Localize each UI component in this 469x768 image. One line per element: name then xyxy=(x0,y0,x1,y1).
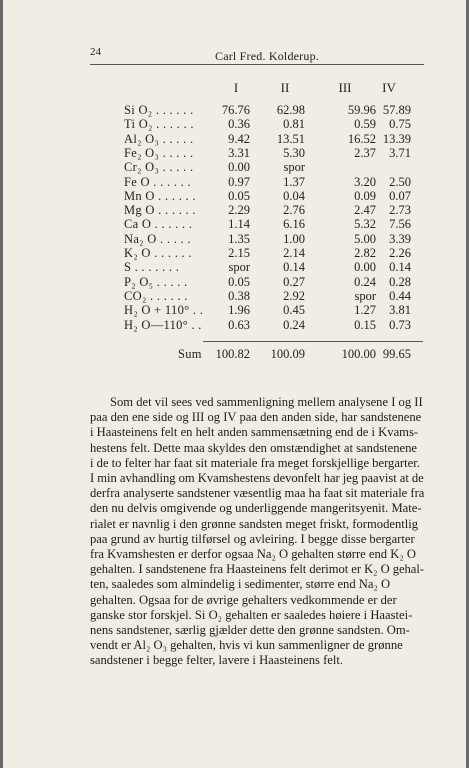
table-cell: 0.09 xyxy=(354,188,376,203)
row-label: Ca O . . . . . . xyxy=(124,217,193,232)
sum-cell: 100.82 xyxy=(215,347,250,361)
row-label: Cr₂ O₃ . . . . . xyxy=(124,160,194,175)
paragraph-line: Som det vil sees ved sammenligning mellem analysene I og II xyxy=(110,395,423,409)
table-cell: 0.07 xyxy=(389,188,411,203)
table-cell: 0.59 xyxy=(354,117,376,132)
row-label: P₂ O₅ . . . . . xyxy=(124,274,188,289)
table-cell: spor xyxy=(354,288,376,303)
table-cell: 62.98 xyxy=(276,103,305,117)
table-cell: 5.30 xyxy=(283,145,305,160)
table-cell: 2.14 xyxy=(283,246,305,260)
table-cell: 13.51 xyxy=(276,131,305,146)
sum-cell: 100.00 xyxy=(341,347,376,361)
table-cell: 3.39 xyxy=(389,231,411,246)
sum-row xyxy=(3,347,466,363)
row-label: H₂ O—110° . . xyxy=(124,317,202,332)
table-cell: 0.27 xyxy=(283,274,305,289)
table-cell: 2.29 xyxy=(228,203,250,218)
table-cell: 0.15 xyxy=(354,317,376,332)
paragraph-line: I min avhandling om Kvamshestens devonfelt har jeg paavist at de xyxy=(90,471,424,486)
table-cell: 0.24 xyxy=(354,274,376,289)
table-cell: 1.14 xyxy=(228,217,250,232)
body-paragraph xyxy=(90,395,424,669)
table-cell: 0.14 xyxy=(389,260,411,275)
table-cell: 5.00 xyxy=(354,231,376,246)
table-cell: 3.81 xyxy=(389,303,411,318)
paragraph-line: nens sandstener, særlig gjælder dette den grønne sandsten. Om- xyxy=(90,623,410,638)
table-cell: 2.76 xyxy=(283,203,305,218)
table-cell: 13.39 xyxy=(382,131,411,146)
table-cell: 0.44 xyxy=(389,288,411,303)
table-cell: 2.26 xyxy=(389,246,411,260)
table-cell: 2.82 xyxy=(354,246,376,260)
table-cell: 16.52 xyxy=(347,131,376,146)
paragraph-line: sandstener i begge felter, lavere i Haasteinens felt. xyxy=(90,653,344,668)
table-cell: 3.20 xyxy=(354,174,376,189)
table-cell: 0.00 xyxy=(228,160,250,175)
book-page xyxy=(3,0,466,768)
row-label: Fe O . . . . . . xyxy=(124,174,191,189)
paragraph-line: den nu delvis omgivende og underliggende mangeritsyenit. Mate- xyxy=(90,501,422,516)
table-cell: 1.96 xyxy=(228,303,250,318)
paragraph-line: gehalten. Ogsaa for de øvrige gehalters vedkommende er der xyxy=(90,592,397,607)
row-label: S . . . . . . . xyxy=(124,260,180,275)
table-cell: 0.00 xyxy=(354,260,376,275)
table-cell: 2.15 xyxy=(228,246,250,260)
paragraph-line: ganske stor forskjel. Si O₂ gehalten er saaledes høiere i Haastei- xyxy=(90,607,413,622)
table-cell: 0.81 xyxy=(283,117,305,132)
table-cell: 0.05 xyxy=(228,274,250,289)
table-cell: 0.97 xyxy=(228,174,250,189)
sum-rule xyxy=(203,341,423,342)
row-label: Mn O . . . . . . xyxy=(124,188,196,203)
table-cell: 0.28 xyxy=(389,274,411,289)
row-label: Al₂ O₃ . . . . . xyxy=(124,131,194,146)
paragraph-line: i de to felter har faat sit materiale fra meget forskjellige bergarter. xyxy=(90,455,420,470)
table-cell: 5.32 xyxy=(354,217,376,232)
table-cell: 1.00 xyxy=(283,231,305,246)
row-label: Si O₂ . . . . . . xyxy=(124,103,194,117)
sum-cell: 100.09 xyxy=(270,347,305,361)
paragraph-line: i Haasteinens felt en helt anden sammensætning end de i Kvams- xyxy=(90,425,419,440)
paragraph-line: derfra analyserte sandstener væsentlig maa ha faat sit materiale fra xyxy=(90,486,425,501)
paragraph-line: gehalten. I sandstenene fra Haasteinens felt derimot er K₂ O gehal- xyxy=(90,562,424,577)
table-cell: 2.50 xyxy=(389,174,411,189)
paragraph-line: paa den ene side og III og IV paa den anden side, har sandstenene xyxy=(90,410,422,425)
paragraph-line: vendt er Al₂ O₃ gehalten, hvis vi kun sammenligner de grønne xyxy=(90,638,403,653)
column-header-iii: III xyxy=(338,80,352,95)
table-cell: spor xyxy=(228,260,250,275)
row-label: Ti O₂ . . . . . . xyxy=(124,117,194,132)
table-cell: 9.42 xyxy=(228,131,250,146)
column-header-iv: IV xyxy=(382,80,396,95)
table-cell: 59.96 xyxy=(347,103,376,117)
running-head: Carl Fred. Kolderup. xyxy=(215,49,319,63)
table-cell: 0.38 xyxy=(228,288,250,303)
table-cell: 7.56 xyxy=(389,217,411,232)
paragraph-line: paa grund av hurtig tilførsel og avleiring. I begge disse bergarter xyxy=(90,531,415,546)
row-label: Mg O . . . . . . xyxy=(124,203,196,218)
row-label: Fe₂ O₃ . . . . . xyxy=(124,145,194,160)
table-cell: 0.24 xyxy=(283,317,305,332)
table-cell: 3.71 xyxy=(389,145,411,160)
table-cell: 0.45 xyxy=(283,303,305,318)
table-cell: spor xyxy=(283,160,305,175)
paragraph-line: ten, saaledes som almindelig i sedimenter, større end Na₂ O xyxy=(90,577,391,592)
table-cell: 57.89 xyxy=(382,103,411,117)
sum-cell: 99.65 xyxy=(382,347,411,361)
table-cell: 1.37 xyxy=(283,174,305,189)
chemical-analysis-table xyxy=(3,0,466,380)
table-cell: 0.73 xyxy=(389,317,411,332)
table-cell: 0.36 xyxy=(228,117,250,132)
row-label: K₂ O . . . . . . xyxy=(124,246,192,260)
table-row xyxy=(3,318,466,334)
paragraph-line: hestens felt. Dette maa skyldes den omstændighet at sandstenene xyxy=(90,440,418,455)
table-cell: 2.37 xyxy=(354,145,376,160)
table-cell: 0.05 xyxy=(228,188,250,203)
table-cell: 0.63 xyxy=(228,317,250,332)
table-cell: 1.35 xyxy=(228,231,250,246)
table-cell: 76.76 xyxy=(221,103,250,117)
column-header-i: I xyxy=(233,80,239,95)
table-cell: 2.47 xyxy=(354,203,376,218)
table-cell: 0.04 xyxy=(283,188,305,203)
table-cell: 2.92 xyxy=(283,288,305,303)
paragraph-line: rialet er navnlig i den grønne sandsten meget friskt, formodentlig xyxy=(90,516,419,531)
page-number: 24 xyxy=(90,46,101,58)
paragraph-line: fra Kvamshesten er derfor ogsaa Na₂ O gehalten større end K₂ O xyxy=(90,547,416,562)
row-label: H₂ O + 110° . . xyxy=(124,303,204,318)
sum-label: Sum xyxy=(178,347,202,361)
table-cell: 3.31 xyxy=(228,145,250,160)
table-cell: 1.27 xyxy=(354,303,376,318)
table-cell: 0.14 xyxy=(283,260,305,275)
column-header-ii: II xyxy=(280,80,290,95)
table-cell: 2.73 xyxy=(389,203,411,218)
row-label: CO₂ . . . . . . xyxy=(124,288,188,303)
table-cell: 6.16 xyxy=(283,217,305,232)
row-label: Na₂ O . . . . . xyxy=(124,231,191,246)
table-cell: 0.75 xyxy=(389,117,411,132)
